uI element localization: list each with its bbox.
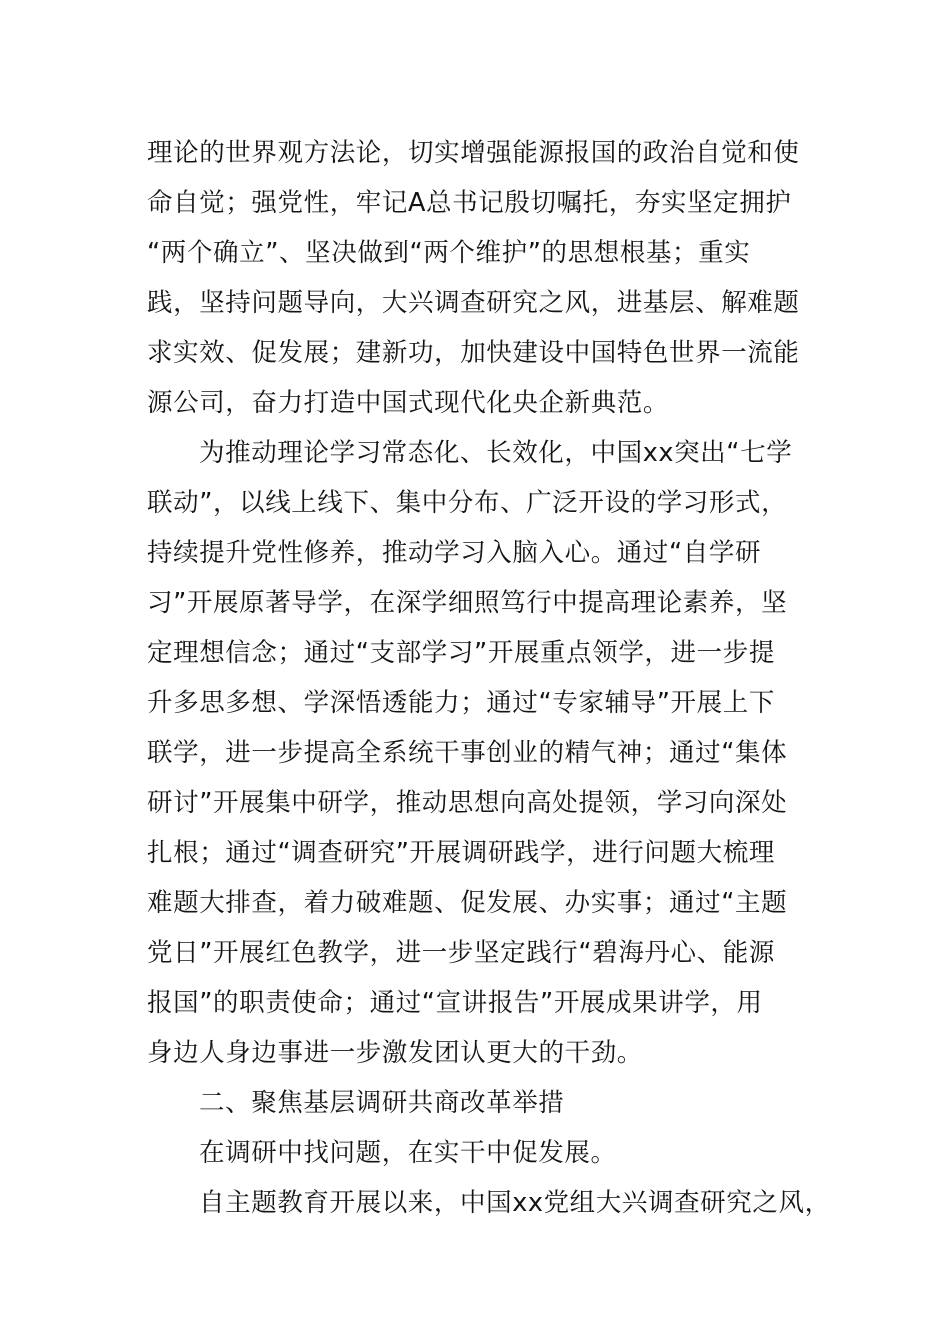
paragraph-research-summary <box>147 1128 827 1178</box>
text-line: 为推动理论学习常态化、长效化，中国xx突出“七学 <box>199 438 793 468</box>
paragraph-seven-learning <box>147 428 827 1078</box>
text-line: 扎根；通过“调查研究”开展调研践学，进行问题大梳理 <box>147 838 775 868</box>
paragraph-since-education <box>147 1178 831 1228</box>
document-body <box>147 128 831 1228</box>
section-heading-text: 二、聚焦基层调研共商改革举措 <box>199 1088 565 1118</box>
text-line: 党日”开展红色教学，进一步坚定践行“碧海丹心、能源 <box>147 938 775 968</box>
text-line: 联动”，以线上线下、集中分布、广泛开设的学习形式， <box>147 488 788 518</box>
text-line: 在调研中找问题，在实干中促发展。 <box>199 1138 617 1168</box>
text-line: 自主题教育开展以来，中国xx党组大兴调查研究之风， <box>199 1188 831 1218</box>
text-line: 研讨”开展集中研学，推动思想向高处提领，学习向深处 <box>147 788 788 818</box>
text-line: 升多思多想、学深悟透能力；通过“专家辅导”开展上下 <box>147 688 775 718</box>
text-line: 报国”的职责使命；通过“宣讲报告”开展成果讲学，用 <box>147 988 763 1018</box>
section-heading <box>147 1078 827 1128</box>
text-line: 理论的世界观方法论，切实增强能源报国的政治自觉和使 <box>147 138 800 168</box>
text-line: 求实效、促发展；建新功，加快建设中国特色世界一流能 <box>147 338 800 368</box>
text-line: 习”开展原著导学，在深学细照笃行中提高理论素养，坚 <box>147 588 788 618</box>
text-line: 持续提升党性修养，推动学习入脑入心。通过“自学研 <box>147 538 762 568</box>
text-line: 身边人身边事进一步激发团认更大的干劲。 <box>147 1038 643 1068</box>
text-line: 源公司，奋力打造中国式现代化央企新典范。 <box>147 388 670 418</box>
text-line: 定理想信念；通过“支部学习”开展重点领学，进一步提 <box>147 638 775 668</box>
text-line: 命自觉；强党性，牢记A总书记殷切嘱托，夯实坚定拥护 <box>147 188 792 218</box>
text-line: 难题大排查，着力破难题、促发展、办实事；通过“主题 <box>147 888 788 918</box>
text-line: 践，坚持问题导向，大兴调查研究之风，进基层、解难题 <box>147 288 800 318</box>
text-line: 联学，进一步提高全系统干事创业的精气神；通过“集体 <box>147 738 788 768</box>
paragraph-ideology <box>147 128 827 428</box>
text-line: “两个确立”、坚决做到“两个维护”的思想根基；重实 <box>147 238 751 268</box>
